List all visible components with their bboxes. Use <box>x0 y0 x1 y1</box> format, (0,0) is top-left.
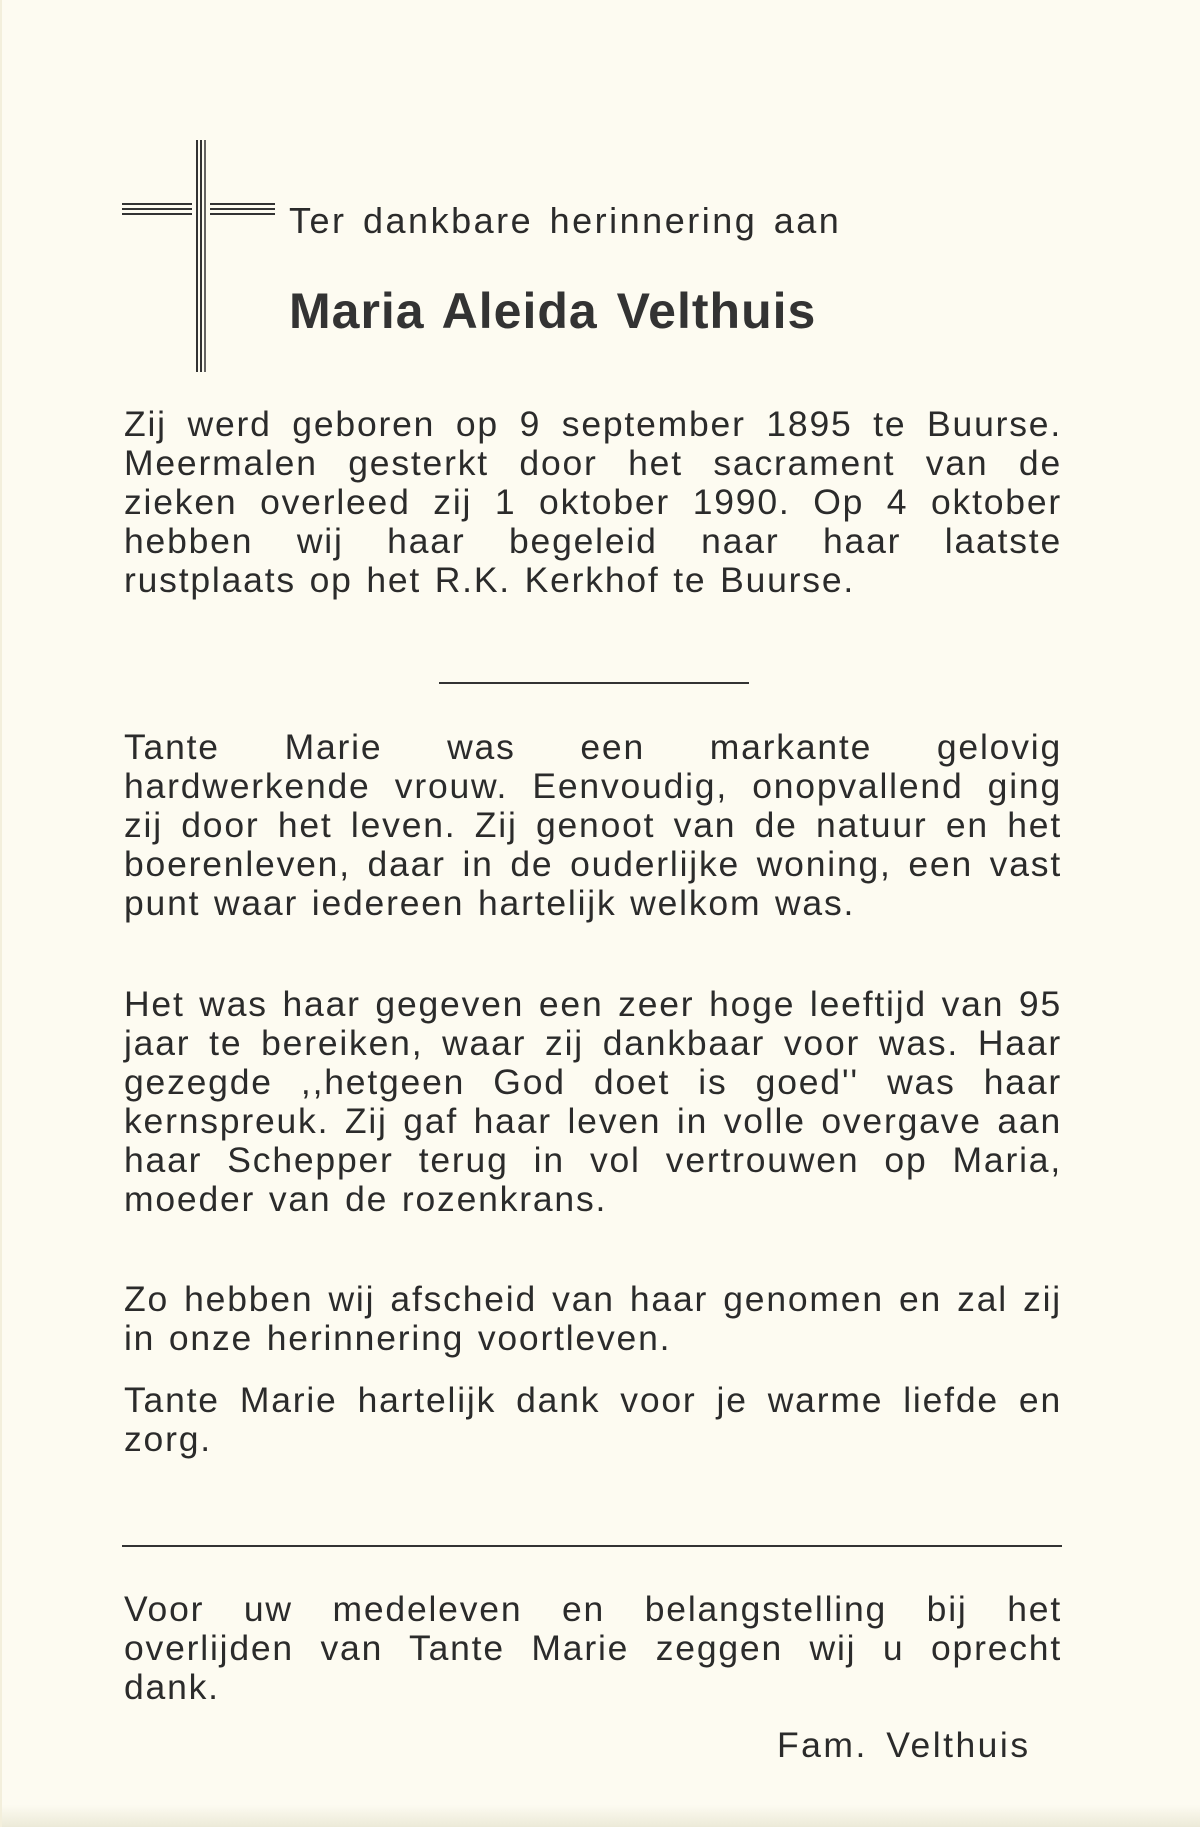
life-paragraph: Het was haar gegeven een zeer hoge leeftijd van 95 jaar te bereiken, waar zij dankbaar voor was. Haar gezegde ,,hetgeen God doet is goed'' was haar kernspreuk. Zij gaf haar leven in volle overgave aan haar Schepper terug in vol vertrouwen op Maria, moeder van de rozenkrans. <box>124 984 1062 1219</box>
intro-line: Ter dankbare herinnering aan <box>289 200 842 241</box>
cross-icon <box>122 140 282 380</box>
biography-paragraph: Zij werd geboren op 9 september 1895 te Buurse. Meermalen gesterkt door het sacrament van de zieken overleed zij 1 oktober 1990. Op 4 oktober hebben wij haar begeleid naar haar laatste rustplaats op het R.K. Kerkhof te Buurse. <box>124 404 1062 600</box>
farewell-paragraph: Zo hebben wij afscheid van haar genomen en zal zij in onze herinnering voortleven. <box>124 1279 1062 1358</box>
divider-long <box>122 1545 1062 1547</box>
thanks-paragraph: Tante Marie hartelijk dank voor je warme liefde en zorg. <box>124 1380 1062 1459</box>
divider-short <box>439 682 749 684</box>
character-paragraph: Tante Marie was een markante gelovig hardwerkende vrouw. Eenvoudig, onopvallend ging zij door het leven. Zij genoot van de natuur en het boerenleven, daar in de ouderlijke woning, een vast punt waar iedereen hartelijk welkom was. <box>124 727 1062 923</box>
deceased-name: Maria Aleida Velthuis <box>289 283 817 339</box>
acknowledgement-paragraph: Voor uw medeleven en belangstelling bij het overlijden van Tante Marie zeggen wij u oprecht dank. <box>124 1589 1062 1707</box>
family-signature: Fam. Velthuis <box>777 1725 1031 1765</box>
